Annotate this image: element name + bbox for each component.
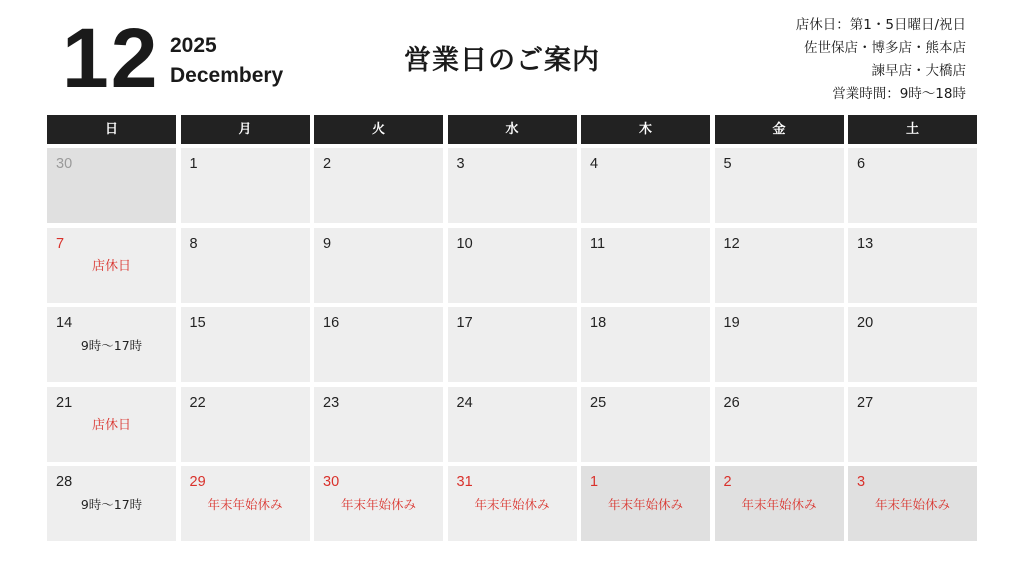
day-number: 3 — [456, 156, 465, 172]
calendar-day-cell — [581, 307, 710, 382]
weekday-header — [47, 115, 977, 144]
calendar-day-cell — [314, 307, 443, 382]
month-number: 12 — [62, 11, 160, 105]
calendar-day-cell — [715, 228, 844, 303]
year-label: 2025 — [170, 34, 217, 57]
calendar-day-cell — [181, 228, 310, 303]
day-number: 19 — [723, 315, 740, 331]
calendar-day-cell — [448, 148, 577, 223]
calendar-day-cell — [448, 387, 577, 462]
calendar-day-cell — [715, 148, 844, 223]
info-line-stores-2: 諫早店・大橋店 — [871, 63, 966, 79]
calendar-day-cell — [314, 466, 443, 541]
day-number: 17 — [456, 315, 473, 331]
day-number: 20 — [857, 315, 874, 331]
weekday-fri: 金 — [715, 115, 844, 144]
day-note: 年末年始休み — [340, 497, 416, 512]
calendar-day-cell — [181, 148, 310, 223]
day-number: 11 — [590, 235, 606, 252]
day-number: 16 — [323, 315, 340, 331]
day-number: 21 — [56, 394, 73, 411]
info-line-closed-days: 店休日：第1・5日曜日/祝日 — [795, 17, 966, 33]
day-number: 29 — [189, 474, 206, 490]
day-note: 年末年始休み — [874, 497, 950, 512]
day-number: 3 — [857, 474, 866, 490]
day-number: 18 — [590, 315, 607, 331]
calendar-day-cell — [47, 387, 176, 462]
calendar-day-cell — [848, 307, 977, 382]
calendar-day-cell — [314, 228, 443, 303]
month-name: Decembery — [170, 64, 284, 87]
day-note: 9時〜17時 — [80, 497, 143, 512]
calendar-day-cell — [314, 387, 443, 462]
day-number: 6 — [857, 156, 866, 172]
day-number: 28 — [56, 474, 73, 490]
day-number: 2 — [323, 156, 332, 172]
day-number: 15 — [189, 315, 206, 331]
calendar-day-cell — [581, 148, 710, 223]
info-line-stores-1: 佐世保店・博多店・熊本店 — [804, 40, 966, 56]
day-number: 12 — [723, 235, 740, 252]
calendar-day-cell — [848, 148, 977, 223]
calendar-day-cell — [47, 228, 176, 303]
day-number: 30 — [323, 474, 340, 490]
info-line-hours: 営業時間：9時〜18時 — [832, 86, 966, 102]
calendar-day-cell — [181, 387, 310, 462]
calendar-day-cell — [181, 466, 310, 541]
calendar-day-cell — [581, 228, 710, 303]
day-number: 10 — [456, 235, 473, 252]
store-info — [796, 14, 966, 106]
day-number: 30 — [56, 156, 73, 172]
day-note: 年末年始休み — [474, 497, 550, 512]
calendar-day-cell — [581, 466, 710, 541]
weekday-sat: 土 — [848, 115, 977, 144]
calendar-day-cell — [448, 228, 577, 303]
calendar-day-cell — [314, 148, 443, 223]
calendar-day-cell — [715, 387, 844, 462]
day-number: 9 — [323, 235, 332, 252]
calendar-day-cell — [448, 307, 577, 382]
day-note: 年末年始休み — [607, 497, 683, 512]
calendar-day-cell — [715, 307, 844, 382]
day-number: 24 — [456, 394, 473, 411]
day-number: 1 — [189, 156, 198, 172]
day-number: 2 — [723, 474, 732, 490]
day-note: 年末年始休み — [207, 497, 283, 512]
day-number: 13 — [857, 235, 874, 252]
weekday-sun: 日 — [47, 115, 176, 144]
calendar-day-cell — [581, 387, 710, 462]
day-number: 23 — [323, 394, 340, 411]
day-number: 26 — [723, 394, 740, 411]
calendar-day-cell — [848, 466, 977, 541]
weekday-thu: 木 — [581, 115, 710, 144]
calendar-day-cell — [181, 307, 310, 382]
calendar-day-cell — [47, 307, 176, 382]
calendar-grid — [47, 148, 977, 541]
calendar-day-cell — [848, 228, 977, 303]
calendar-day-cell — [47, 466, 176, 541]
calendar-day-cell — [715, 466, 844, 541]
weekday-wed: 水 — [448, 115, 577, 144]
day-note: 店休日 — [91, 258, 131, 274]
day-number: 27 — [857, 394, 874, 411]
day-note: 店休日 — [91, 417, 131, 433]
day-number: 4 — [590, 156, 599, 172]
day-number: 8 — [189, 235, 198, 252]
day-note: 年末年始休み — [741, 497, 817, 512]
weekday-mon: 月 — [181, 115, 310, 144]
day-number: 7 — [56, 235, 65, 252]
day-number: 14 — [56, 315, 73, 331]
day-note: 9時〜17時 — [80, 338, 143, 353]
day-number: 5 — [723, 156, 732, 172]
calendar-day-cell — [848, 387, 977, 462]
day-number: 31 — [456, 474, 473, 490]
weekday-tue: 火 — [314, 115, 443, 144]
day-number: 22 — [189, 394, 206, 411]
day-number: 1 — [590, 474, 599, 490]
calendar-day-cell — [448, 466, 577, 541]
page-title: 営業日のご案内 — [404, 45, 600, 76]
day-number: 25 — [590, 394, 607, 411]
calendar-day-cell — [47, 148, 176, 223]
